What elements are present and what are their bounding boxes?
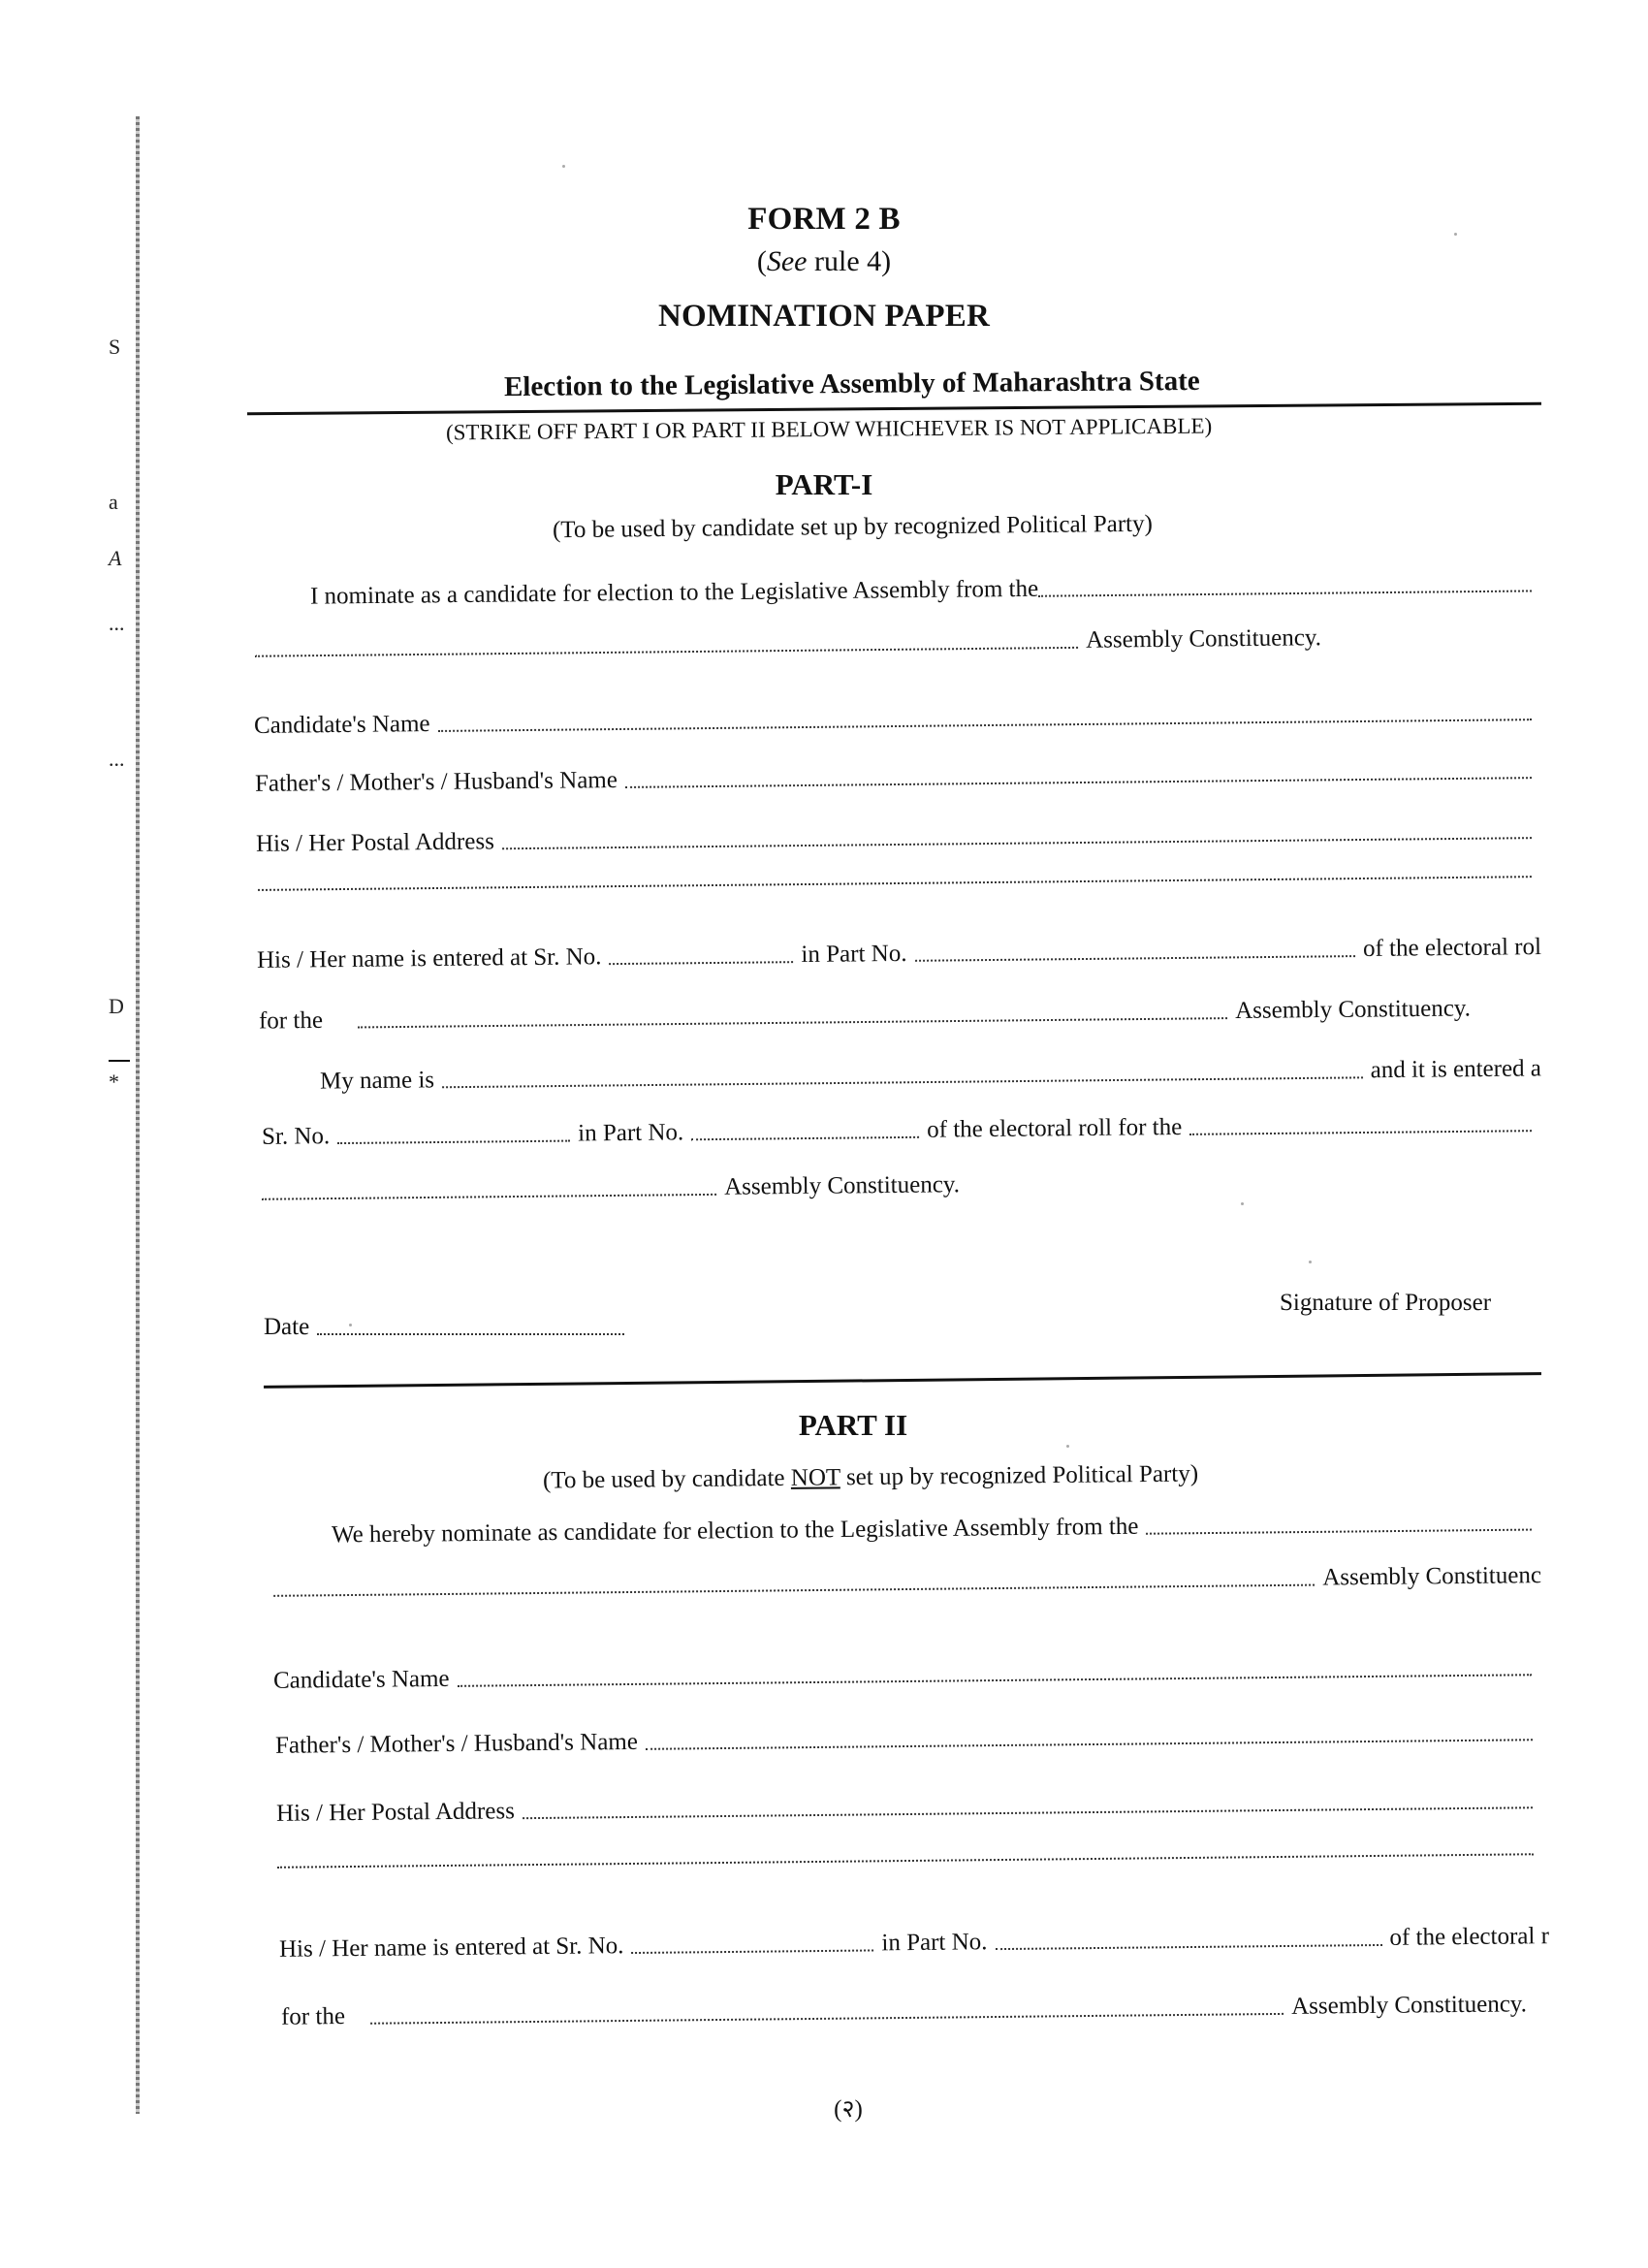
part2-postal-address-input[interactable] [523,1806,1533,1819]
candidate-name-input[interactable] [438,719,1532,732]
part1-nominate-line [310,570,1539,610]
part1-postal-address-row [256,817,1539,858]
part2-constituency-line [273,1562,1541,1603]
in-part-no-label: in Part No. [578,1119,684,1147]
part1-proposer-name-row [320,1055,1541,1095]
part1-roll-entry-row [257,934,1541,974]
part2-postal-address-row [276,1787,1540,1828]
page-title: NOMINATION PAPER [657,299,991,334]
part1-heading: PART-I [775,467,873,501]
page-number: (२) [834,2096,863,2123]
margin-char: A [109,546,122,570]
margin-dash [109,1060,130,1062]
constituency-suffix: Assembly Constituency. [1235,995,1472,1024]
parent-name-label: Father's / Mother's / Husband's Name [254,767,618,797]
in-part-no-label: in Part No. [881,1929,988,1957]
margin-char: ... [109,611,125,635]
part-no-input[interactable] [915,955,1356,962]
rule-ref-rest: rule 4) [807,245,892,277]
scan-speck [1241,1202,1244,1205]
scan-speck [562,165,565,168]
parent-name-input[interactable] [625,777,1532,788]
postal-address-label: His / Her Postal Address [275,1798,515,1827]
proposer-constituency-input-cont[interactable] [262,1194,716,1200]
part2-roll-constituency-input[interactable] [370,2013,1284,2025]
roll-entry-label: His / Her name is entered at Sr. No. [278,1933,624,1963]
part1-nominate-text: I nominate as a candidate for election to the Legislative Assembly from the [309,575,1039,610]
part2-postal-address-row2 [277,1853,1541,1874]
part1-date-row [264,1314,632,1341]
and-it-is-entered-label: and it is entered a [1370,1055,1542,1084]
part1-proposer-constituency-row [262,1171,960,1206]
part1-candidate-name-row [254,699,1539,740]
part2-note [543,1460,1198,1494]
part2-for-the-row [281,1991,1527,2030]
part2-candidate-name-row [273,1654,1539,1695]
constituency-suffix: Assembly Constituenc [1322,1562,1542,1591]
date-input[interactable] [317,1333,624,1335]
proposer-part-no-input[interactable] [691,1136,919,1140]
margin-char: D [109,994,124,1018]
election-subtitle: Election to the Legislative Assembly of Maharashtra State [503,365,1200,403]
part1-constituency-line [255,624,1321,663]
strike-off-instruction: (STRIKE OFF PART I OR PART II BELOW WHICHEVER IS NOT APPLICABLE) [445,413,1213,445]
for-the-label: for the [258,1006,324,1035]
postal-address-input[interactable] [502,837,1532,849]
sr-no-input[interactable] [610,961,794,965]
part2-roll-entry-row [279,1923,1549,1964]
margin-char: ... [109,747,125,771]
parent-name-label: Father's / Mother's / Husband's Name [274,1728,639,1759]
roll-constituency-input[interactable] [358,1017,1227,1028]
scan-speck [1066,1445,1069,1448]
part1-proposer-roll-row [262,1110,1539,1151]
in-part-no-label: in Part No. [801,940,907,969]
constituency-suffix: Assembly Constituency. [724,1171,961,1200]
part2-sr-no-input[interactable] [632,1949,874,1954]
constituency-suffix: Assembly Constituency. [1291,1991,1528,2020]
constituency-input-cont[interactable] [255,647,1078,657]
date-label: Date [264,1314,310,1340]
margin-char: * [109,1070,119,1094]
part2-constituency-input[interactable] [1146,1529,1532,1535]
electoral-roll-for-label: of the electoral roll for the [927,1113,1183,1143]
part2-heading: PART II [798,1408,908,1442]
my-name-is-label: My name is [319,1067,435,1095]
constituency-suffix: Assembly Constituency. [1086,624,1322,654]
part2-note-after: set up by recognized Political Party) [840,1460,1199,1491]
candidate-name-label: Candidate's Name [272,1665,450,1694]
part1-postal-address-row2 [258,876,1539,897]
part2-note-emphasis: NOT [790,1464,840,1491]
for-the-label: for the [280,2003,346,2030]
header-divider [247,402,1541,415]
proposer-sr-no-input[interactable] [337,1140,570,1145]
rule-ref-see: See [766,245,808,277]
scan-speck [349,1324,352,1326]
sr-no-label: Sr. No. [261,1123,331,1150]
scan-speck [1454,233,1457,236]
form-number: FORM 2 B [747,202,901,237]
part2-constituency-input-cont[interactable] [273,1584,1315,1597]
signature-of-proposer-label: Signature of Proposer [1280,1290,1492,1316]
part1-note: (To be used by candidate set up by recognized Political Party) [552,510,1154,544]
postal-address-label: His / Her Postal Address [255,828,494,857]
electoral-roll-label: of the electoral rol [1362,934,1542,962]
electoral-roll-label: of the electoral r [1389,1923,1550,1951]
part2-nominate-line [332,1509,1539,1549]
postal-address-input-2[interactable] [258,876,1532,891]
part1-for-the-row [259,995,1471,1035]
part-divider [264,1372,1541,1389]
proposer-name-input[interactable] [442,1076,1363,1088]
part2-postal-address-input-2[interactable] [277,1853,1534,1869]
rule-ref-paren: ( [756,245,767,277]
proposer-constituency-input[interactable] [1189,1130,1532,1135]
binding-margin-line [136,116,140,2114]
rule-reference [0,245,1648,278]
constituency-input[interactable] [1038,590,1532,596]
margin-char: S [109,335,121,359]
part2-note-before: (To be used by candidate [542,1464,791,1494]
part2-candidate-name-input[interactable] [458,1674,1532,1687]
part2-part-no-input[interactable] [996,1944,1382,1950]
part2-parent-name-row [275,1719,1540,1760]
part2-parent-name-input[interactable] [646,1739,1533,1750]
candidate-name-label: Candidate's Name [253,711,430,739]
part1-parent-name-row [255,757,1539,798]
margin-char: a [109,490,118,514]
scan-speck [1309,1261,1312,1263]
part2-nominate-text: We hereby nominate as candidate for election to the Legislative Assembly from the [331,1513,1139,1549]
roll-entry-label: His / Her name is entered at Sr. No. [256,943,602,974]
